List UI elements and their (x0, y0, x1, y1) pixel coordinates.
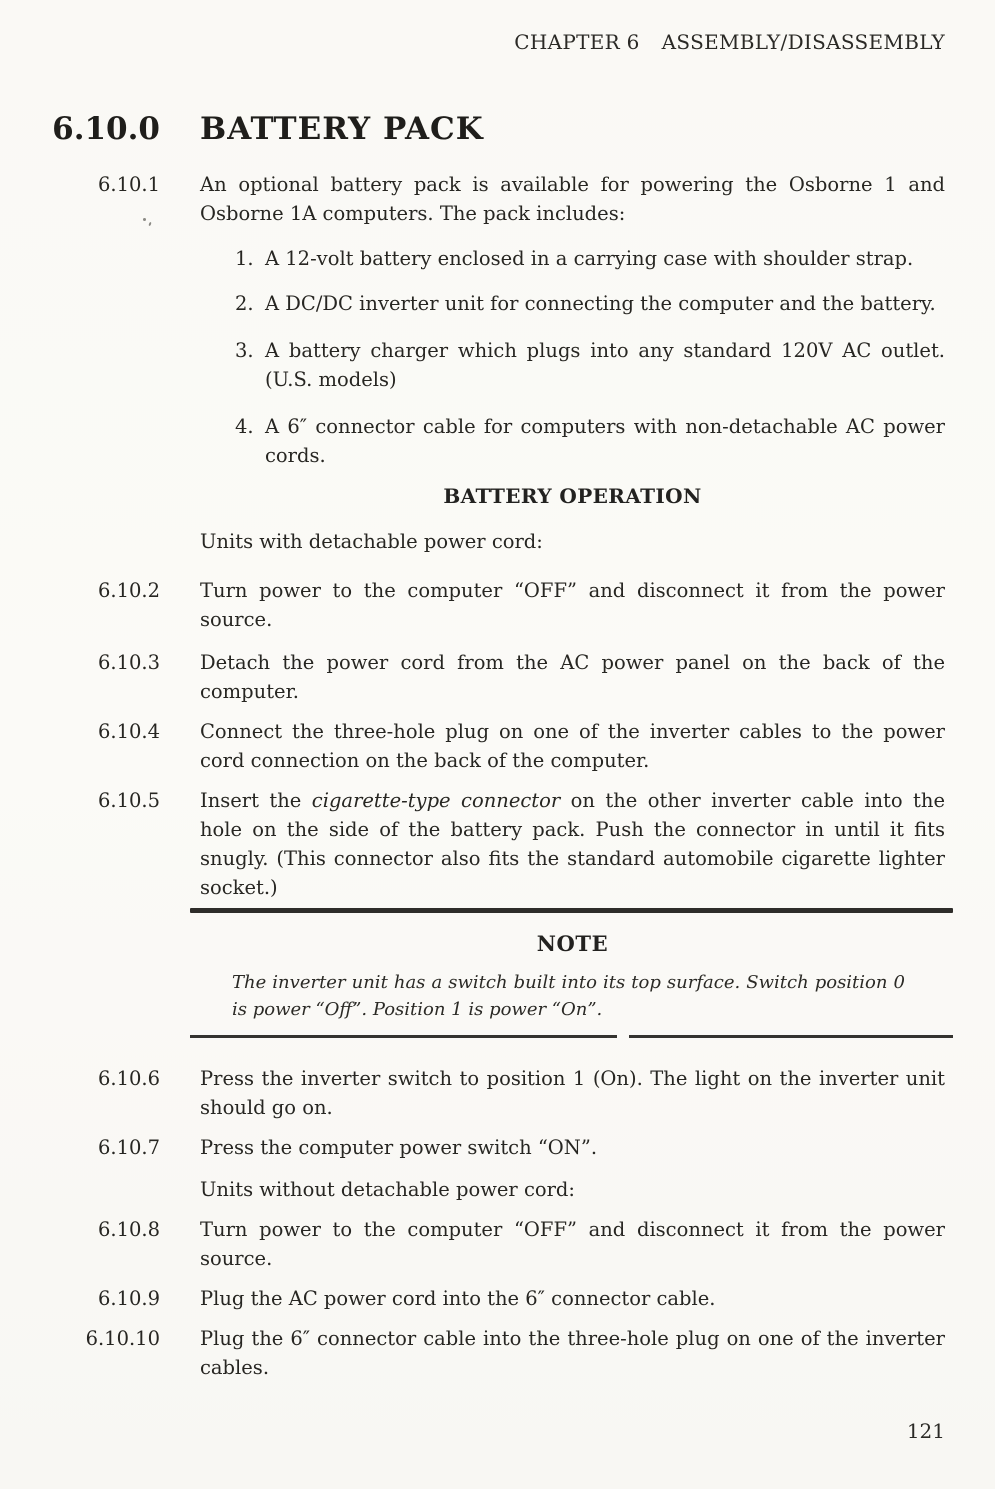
pack-contents-list (200, 244, 945, 470)
step-number: 6.10.6 (97, 1066, 160, 1090)
list-item (200, 412, 945, 470)
divider-thick (190, 908, 953, 913)
step-number: 6.10.9 (97, 1286, 160, 1310)
step-text: Press the computer power switch “ON”. (200, 1135, 598, 1159)
divider-segment (190, 1035, 617, 1038)
step-number: 6.10.8 (97, 1217, 160, 1241)
page-content (52, 0, 945, 1444)
step-row (97, 786, 945, 902)
step-row (85, 1324, 945, 1382)
intro-text: An optional battery pack is available for powering the Osborne 1 and Osborne 1A computers. The pack includes: (200, 173, 945, 225)
list-item (200, 336, 945, 394)
step-text: Press the inverter switch to position 1 (On). The light on the inverter unit should go on. (200, 1066, 945, 1119)
list-item-text: A battery charger which plugs into any standard 120V AC outlet. (U.S. models) (265, 339, 945, 391)
step-row (97, 717, 945, 775)
with-cord-label: Units with detachable power cord: (200, 530, 543, 553)
step-number: 6.10.3 (97, 651, 160, 674)
note-body: The inverter unit has a switch built into its top surface. Switch position 0 is power “Off”. Position 1 is power “On”. (232, 972, 905, 1020)
list-item-text: A 6″ connector cable for computers with non-detachable AC power cords. (265, 415, 945, 467)
list-item-number: 2. (235, 292, 254, 315)
list-item-text: A 12-volt battery enclosed in a carrying case with shoulder strap. (265, 247, 914, 270)
page-number: 121 (906, 1418, 945, 1443)
divider-gap (617, 1035, 628, 1038)
step-text-post: on the other inverter cable into the hole on the side of the battery pack. Push the connector in until it fits snugly. (This connector also fits the standard automobile cigarette lighter socket.) (200, 789, 945, 899)
list-item-number: 1. (235, 247, 254, 270)
step-number: 6.10.2 (97, 579, 160, 602)
step-row (97, 1064, 945, 1122)
step-row (97, 648, 945, 706)
step-number: 6.10.1 (97, 173, 160, 196)
step-number: 6.10.5 (97, 789, 160, 812)
divider-segment (629, 1035, 953, 1038)
step-text: Turn power to the computer “OFF” and disconnect it from the power source. (200, 579, 945, 631)
step-text: Detach the power cord from the AC power panel on the back of the computer. (200, 651, 945, 703)
divider-thin (190, 1035, 953, 1038)
step-number: 6.10.10 (85, 1326, 160, 1350)
step-number: 6.10.7 (97, 1135, 160, 1159)
step-row (97, 1284, 945, 1313)
scan-artifact (142, 217, 154, 229)
list-item (200, 244, 945, 273)
battery-operation-heading: BATTERY OPERATION (443, 484, 702, 508)
step-row (97, 1133, 945, 1162)
step-text: Turn power to the computer “OFF” and disconnect it from the power source. (200, 1217, 945, 1270)
list-item-text: A DC/DC inverter unit for connecting the computer and the battery. (265, 292, 936, 315)
list-item-number: 3. (235, 339, 254, 362)
running-header-chapter: CHAPTER 6 (514, 30, 640, 54)
section-title-row (52, 108, 945, 150)
without-cord-label: Units without detachable power cord: (200, 1177, 575, 1201)
page-title: BATTERY PACK (200, 111, 484, 147)
running-header-title: ASSEMBLY/DISASSEMBLY (661, 30, 945, 54)
step-text: Plug the 6″ connector cable into the three-hole plug on one of the inverter cables. (200, 1326, 945, 1379)
intro-paragraph (97, 170, 945, 228)
step-text-italic: cigarette-type connector (311, 789, 561, 812)
list-item (200, 289, 945, 318)
running-header (200, 0, 945, 54)
step-row (97, 1215, 945, 1273)
step-row (97, 576, 945, 634)
step-text: Plug the AC power cord into the 6″ connector cable. (200, 1286, 716, 1310)
note-heading: NOTE (536, 931, 609, 956)
section-number: 6.10.0 (52, 111, 160, 147)
step-number: 6.10.4 (97, 720, 160, 743)
step-text-pre: Insert the (200, 789, 312, 812)
list-item-number: 4. (235, 415, 254, 438)
step-text: Connect the three-hole plug on one of the inverter cables to the power cord connection on the back of the computer. (200, 720, 945, 772)
